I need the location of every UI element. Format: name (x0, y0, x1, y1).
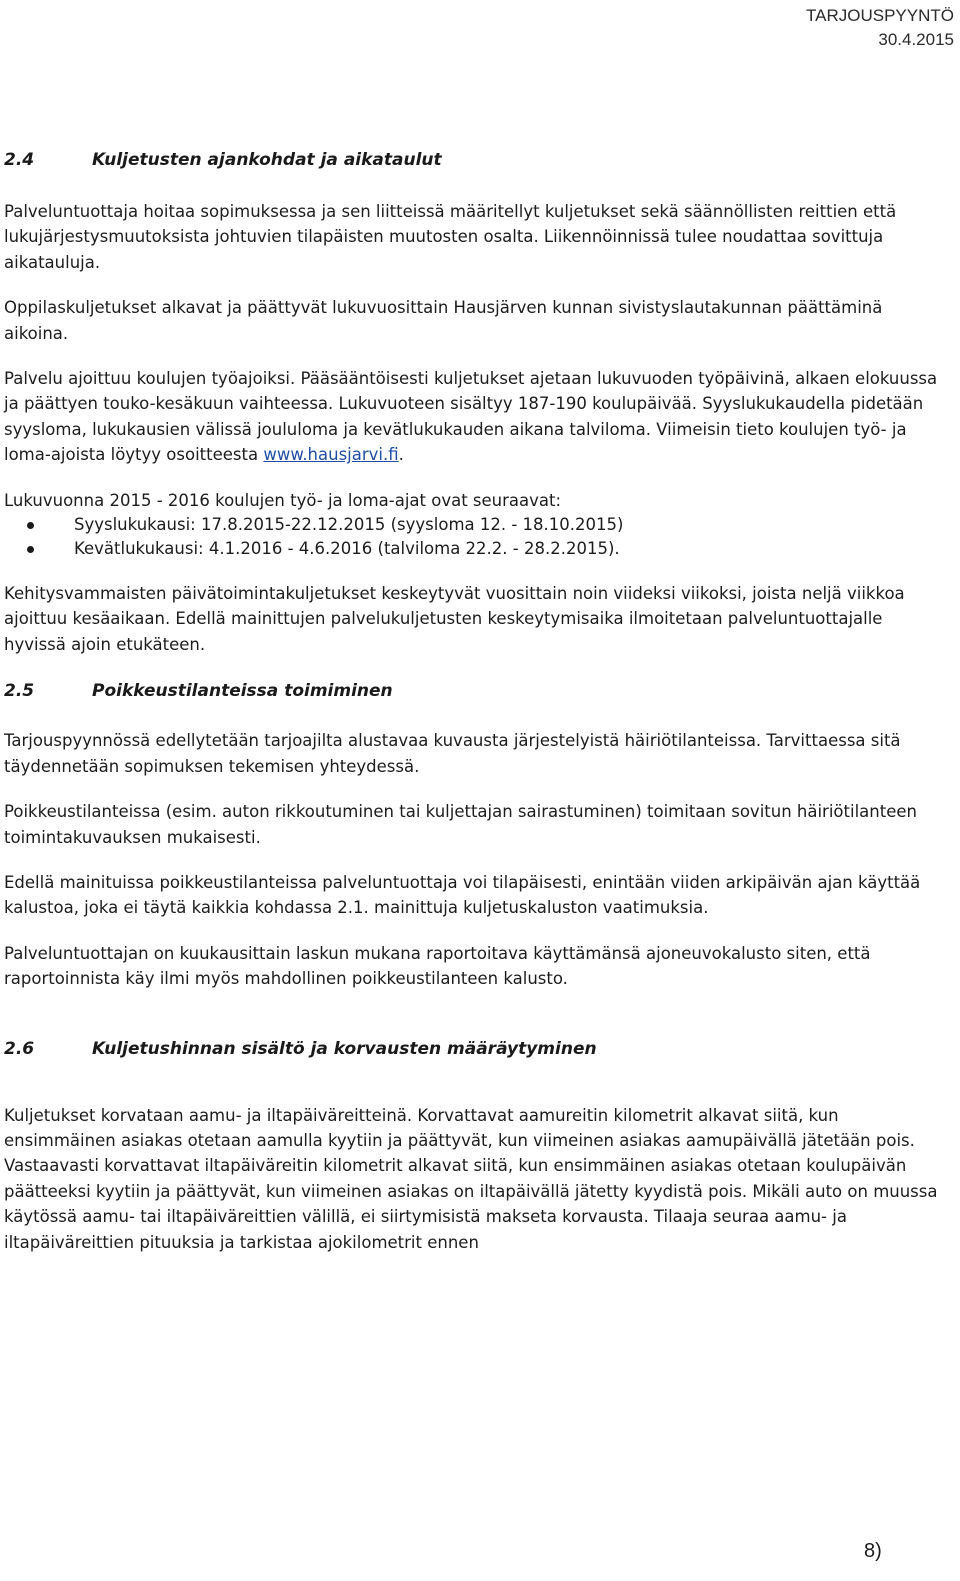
section-number: 2.5 (4, 681, 35, 702)
section-heading-2-4 (4, 148, 949, 172)
section-number: 2.4 (4, 150, 35, 170)
paragraph: Kuljetukset korvataan aamu- ja iltapäiväreitteinä. Korvattavat aamureitin kilometrit alkavat siitä, kun ensimmäinen asiakas otetaan aamulla kyytiin ja päättyvät, kun viimeinen asiakas aamupäivällä jätetään pois. Vastaavasti korvattavat iltapäiväreitin kilometrit alkavat siitä, kun ensimmäinen asiakas otetaan koulupäivän päätteeksi kyytiin ja päättyvät, kun viimeinen asiakas on iltapäivällä jätetty kyydistä pois. Mikäli auto on muussa käytössä aamu- tai iltapäiväreittien välillä, ei siirtymisistä makseta korvausta. Tilaaja seuraa aamu- ja iltapäiväreittien pituuksia ja tarkistaa ajokilometrit ennen (4, 1105, 938, 1252)
list-item (4, 513, 949, 537)
list-item-text: Syyslukukausi: 17.8.2015-22.12.2015 (syysloma 12. - 18.10.2015) (74, 515, 624, 535)
paragraph: Edellä mainituissa poikkeustilanteissa palveluntuottaja voi tilapäisesti, enintään viiden arkipäivän ajan käyttää kalustoa, joka ei täytä kaikkia kohdassa 2.1. mainittuja kuljetuskaluston vaatimuksia. (4, 872, 921, 918)
bullet-icon (27, 522, 34, 529)
paragraph: Kehitysvammaisten päivätoimintakuljetukset keskeytyvät vuosittain noin viideksi viikoksi, joista neljä viikkoa ajoittuu kesäaikaan. Edellä mainittujen palvelukuljetusten keskeytymisaika ilmoitetaan palveluntuottajalle hyvissä ajoin etukäteen. (4, 584, 905, 654)
section-title: Kuljetushinnan sisältö ja korvausten määräytyminen (92, 1038, 597, 1059)
document-date: 30.4.2015 (878, 30, 954, 49)
list-item-text: Kevätlukukausi: 4.1.2016 - 4.6.2016 (talviloma 22.2. - 28.2.2015). (74, 539, 620, 559)
section-number: 2.6 (4, 1038, 35, 1059)
paragraph-text: . (398, 445, 404, 465)
paragraph (4, 366, 949, 468)
list-item (4, 537, 949, 561)
document-title: TARJOUSPYYNTÖ (806, 6, 954, 25)
bullet-icon (27, 546, 34, 553)
section-title: Poikkeustilanteissa toimiminen (92, 681, 393, 702)
paragraph: Tarjouspyynnössä edellytetään tarjoajilta alustavaa kuvausta järjestelyistä häiriötilanteissa. Tarvittaessa sitä täydennetään sopimuksen tekemisen yhteydessä. (4, 731, 901, 776)
paragraph-text: Palvelu ajoittuu koulujen työajoiksi. Pääsääntöisesti kuljetukset ajetaan lukuvuoden työpäivinä, alkaen elokuussa ja päättyen touko-kesäkuun vaihteessa. Lukuvuoteen sisältyy 187-190 koulupäivää. Syyslukukaudella pidetään syysloma, lukukausien välissä joululoma ja kevätlukukauden aikana talviloma. Viimeisin tieto koulujen työ- ja loma-ajoista löytyy osoitteesta (4, 369, 938, 465)
paragraph: Palveluntuottajan on kuukausittain laskun mukana raportoitava käyttämänsä ajoneuvokalusto siten, että raportoinnista käy ilmi myös mahdollinen poikkeustilanteen kalusto. (4, 943, 871, 989)
document-body (4, 148, 949, 1255)
bullet-list (4, 513, 949, 561)
paragraph: Palveluntuottaja hoitaa sopimuksessa ja sen liitteissä määritellyt kuljetukset sekä säännöllisten reittien että lukujärjestysmuutoksista johtuvien tilapäisten muutosten osalta. Liikennöinnissä tulee noudattaa sovittuja aikatauluja. (4, 202, 897, 272)
section-heading-2-6 (4, 1037, 949, 1061)
website-link[interactable]: www.hausjarvi.fi (263, 445, 399, 465)
paragraph: Lukuvuonna 2015 - 2016 koulujen työ- ja loma-ajat ovat seuraavat: (4, 490, 562, 510)
section-heading-2-5 (4, 679, 949, 703)
document-header (806, 4, 954, 52)
page-number: 8) (864, 1540, 882, 1562)
paragraph: Oppilaskuljetukset alkavat ja päättyvät lukuvuosittain Hausjärven kunnan sivistyslautakunnan päättäminä aikoina. (4, 298, 883, 343)
section-title: Kuljetusten ajankohdat ja aikataulut (92, 150, 442, 170)
paragraph: Poikkeustilanteissa (esim. auton rikkoutuminen tai kuljettajan sairastuminen) toimitaan sovitun häiriötilanteen toimintakuvauksen mukaisesti. (4, 802, 917, 847)
